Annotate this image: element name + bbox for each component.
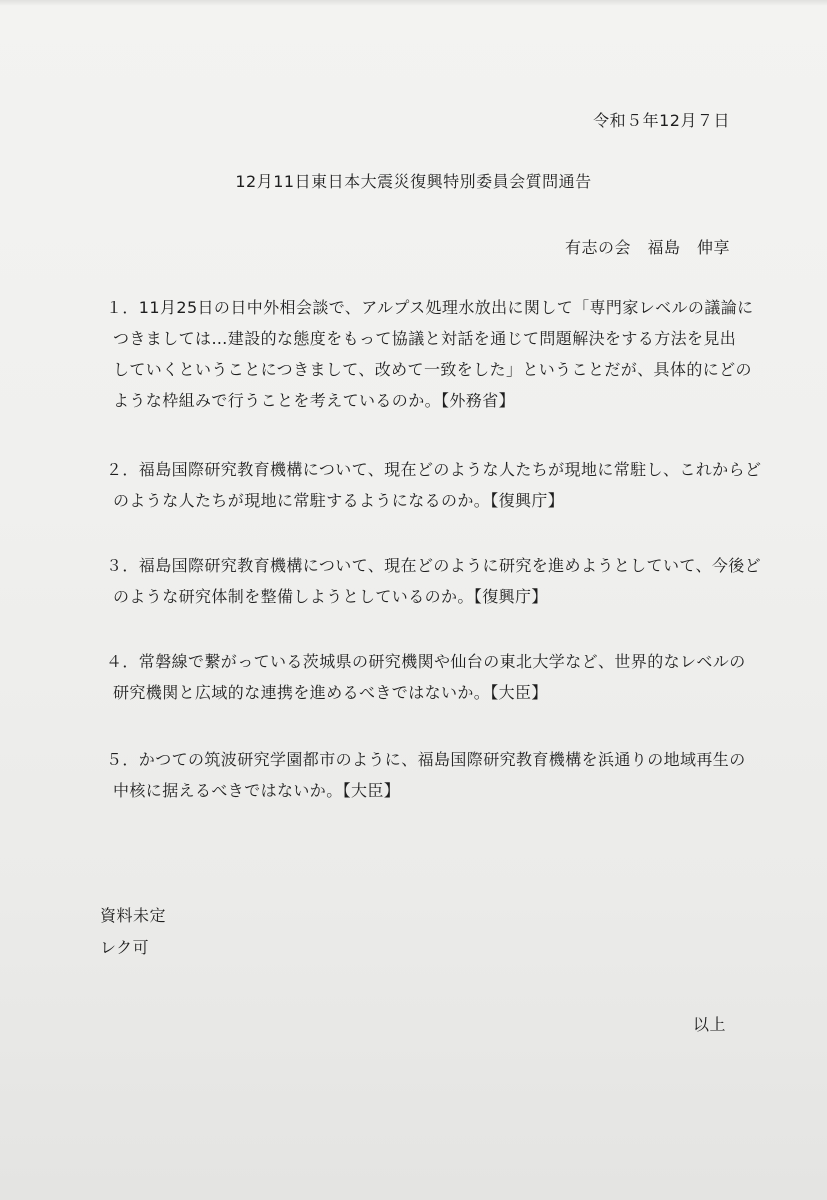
question-line: ３．福島国際研究教育機構について、現在どのように研究を進めようとしていて、今後ど xyxy=(106,556,762,575)
question-line: のような人たちが現地に常駐するようになるのか。【復興庁】 xyxy=(113,491,565,510)
question-line: つきましては…建設的な態度をもって協議と対話を通じて問題解決をする方法を見出 xyxy=(113,329,737,348)
closing-mark: 以上 xyxy=(692,1015,726,1034)
question-item-3 xyxy=(106,550,762,612)
question-line: １．11月25日の日中外相会談で、アルプス処理水放出に関して「専門家レベルの議論に xyxy=(106,298,754,317)
question-line: のような研究体制を整備しようとしているのか。【復興庁】 xyxy=(113,587,548,606)
question-line: 研究機関と広域的な連携を進めるべきではないか。【大臣】 xyxy=(113,683,548,702)
question-line: ２．福島国際研究教育機構について、現在どのような人たちが現地に常駐し、これからど xyxy=(106,460,762,479)
question-line: していくということにつきまして、改めて一致をした」ということだが、具体的にどの xyxy=(113,360,752,379)
note-materials: 資料未定 xyxy=(100,906,167,925)
question-line: ４．常磐線で繋がっている茨城県の研究機関や仙台の東北大学など、世界的なレベルの xyxy=(106,652,746,671)
document-sender: 有志の会 福島 伸享 xyxy=(564,238,730,257)
note-lecture: レク可 xyxy=(100,938,150,957)
question-item-5 xyxy=(106,744,746,806)
document-title: 12月11日東日本大震災復興特別委員会質問通告 xyxy=(235,172,592,191)
document-date: 令和５年12月７日 xyxy=(593,111,730,130)
question-item-1 xyxy=(106,292,754,416)
question-line: ５．かつての筑波研究学園都市のように、福島国際研究教育機構を浜通りの地域再生の xyxy=(106,750,746,769)
page-shadow xyxy=(0,0,827,6)
question-line: ような枠組みで行うことを考えているのか。【外務省】 xyxy=(113,391,516,410)
question-line: 中核に据えるべきではないか。【大臣】 xyxy=(113,781,401,800)
question-item-4 xyxy=(106,646,746,708)
question-item-2 xyxy=(106,454,762,516)
